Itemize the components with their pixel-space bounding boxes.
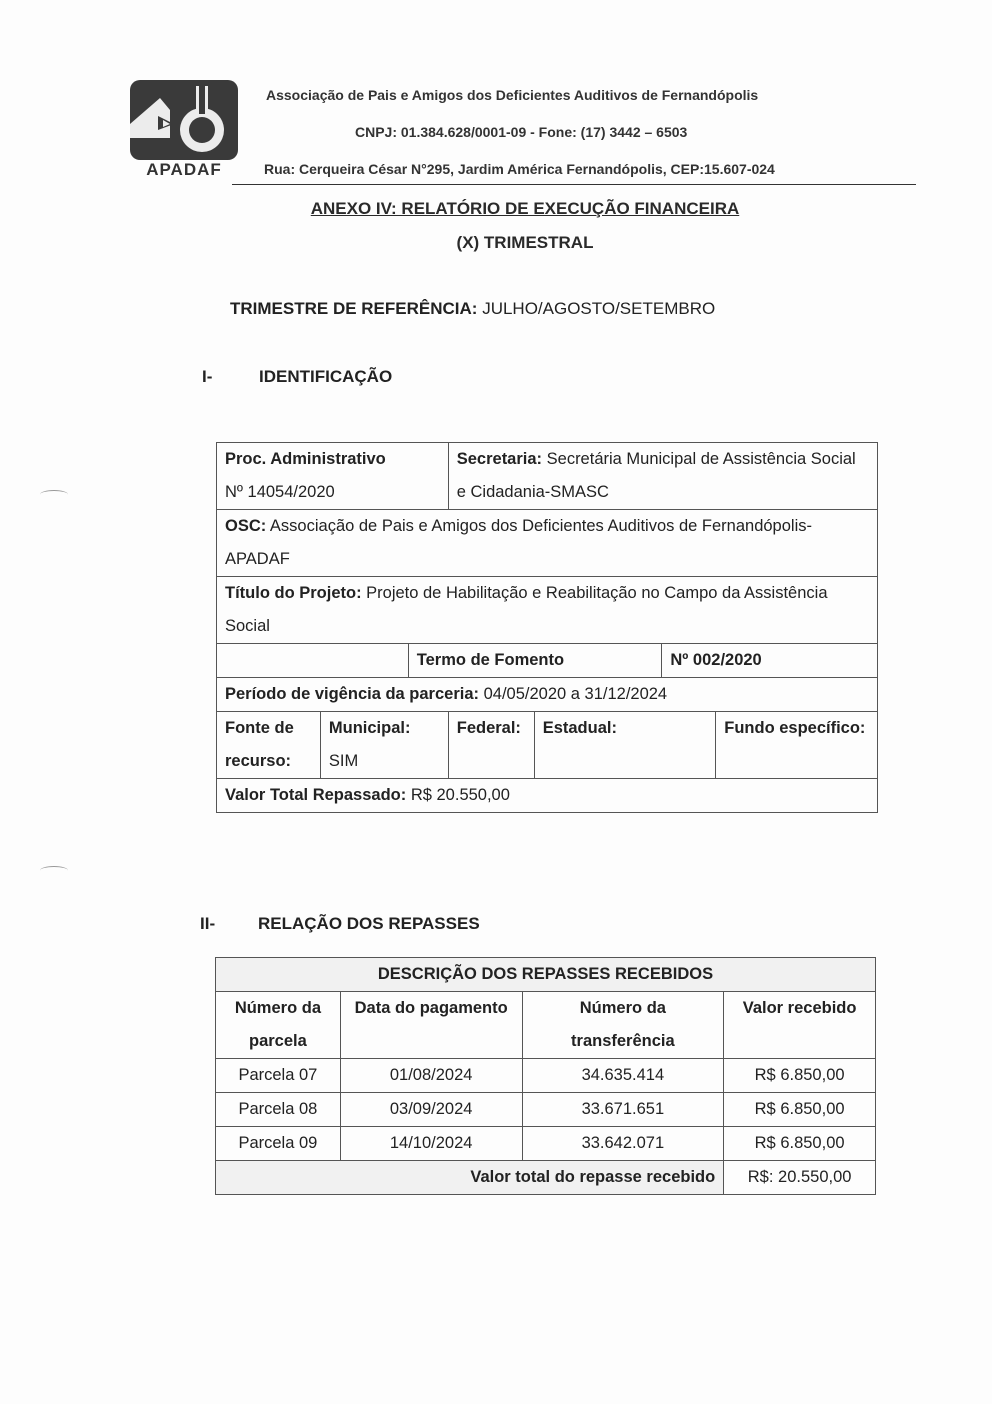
payment-date-cell: 03/09/2024 xyxy=(340,1093,522,1127)
total-value: R$: 20.550,00 xyxy=(724,1161,876,1195)
vigencia-value: 04/05/2020 a 31/12/2024 xyxy=(479,685,668,703)
annex-title: ANEXO IV: RELATÓRIO DE EXECUÇÃO FINANCEIRA xyxy=(310,199,740,218)
estadual-label: Estadual: xyxy=(534,712,716,779)
total-row xyxy=(216,1161,876,1195)
column-header: Valor recebido xyxy=(724,992,876,1059)
reference-quarter xyxy=(230,299,715,319)
municipal-cell xyxy=(320,712,448,779)
table-title-row xyxy=(216,958,876,992)
municipal-value: SIM xyxy=(328,752,359,770)
table-row xyxy=(217,712,878,779)
column-header: Número da parcela xyxy=(216,992,341,1059)
transfer-number-cell: 34.635.414 xyxy=(522,1059,724,1093)
osc-cell xyxy=(217,510,878,577)
termo-value: Nº 002/2020 xyxy=(662,644,878,678)
payment-date-cell: 01/08/2024 xyxy=(340,1059,522,1093)
table-header-row xyxy=(216,992,876,1059)
fonte-label: Fonte de recurso: xyxy=(217,712,321,779)
table-row xyxy=(217,577,878,644)
fundo-label: Fundo específico: xyxy=(716,712,878,779)
amount-cell: R$ 6.850,00 xyxy=(724,1127,876,1161)
reference-label: TRIMESTRE DE REFERÊNCIA: xyxy=(230,299,478,318)
total-label: Valor total do repasse recebido xyxy=(216,1161,724,1195)
proc-value: Nº 14054/2020 xyxy=(225,483,335,501)
installment-cell: Parcela 08 xyxy=(216,1093,341,1127)
logo-text: APADAF xyxy=(146,160,222,179)
vigencia-cell xyxy=(217,678,878,712)
transfer-number-cell: 33.642.071 xyxy=(522,1127,724,1161)
section2-number: II- xyxy=(200,914,216,933)
secretaria-label: Secretaria: xyxy=(456,450,543,468)
table-row xyxy=(217,779,878,813)
amount-cell: R$ 6.850,00 xyxy=(724,1059,876,1093)
table-row xyxy=(217,443,878,510)
vigencia-label: Período de vigência da parceria: xyxy=(225,685,480,703)
project-cell xyxy=(217,577,878,644)
margin-mark xyxy=(40,490,68,499)
valor-value: R$ 20.550,00 xyxy=(406,786,510,804)
project-label: Título do Projeto: xyxy=(225,584,362,602)
table-row xyxy=(217,644,878,678)
proc-cell xyxy=(217,443,449,510)
table-row xyxy=(216,1127,876,1161)
table-row xyxy=(217,510,878,577)
valor-label: Valor Total Repassado: xyxy=(225,786,407,804)
period-type: (X) TRIMESTRAL xyxy=(456,233,594,252)
transfer-number-cell: 33.671.651 xyxy=(522,1093,724,1127)
secretaria-value: Secretária Municipal de Assistência Social e Cidadania-SMASC xyxy=(456,450,856,501)
address-line: Rua: Cerqueira César N°295, Jardim América Fernandópolis, CEP:15.607-024 xyxy=(264,161,775,177)
logo-ear-icon xyxy=(130,80,238,160)
termo-label: Termo de Fomento xyxy=(408,644,662,678)
org-name: Associação de Pais e Amigos dos Deficientes Auditivos de Fernandópolis xyxy=(266,87,759,103)
payment-date-cell: 14/10/2024 xyxy=(340,1127,522,1161)
section1-title: IDENTIFICAÇÃO xyxy=(259,367,393,386)
identification-table xyxy=(216,442,878,813)
installment-cell: Parcela 09 xyxy=(216,1127,341,1161)
margin-mark xyxy=(40,866,68,875)
installment-cell: Parcela 07 xyxy=(216,1059,341,1093)
amount-cell: R$ 6.850,00 xyxy=(724,1093,876,1127)
proc-label: Proc. Administrativo xyxy=(225,450,386,468)
empty-cell xyxy=(217,644,409,678)
secretaria-cell xyxy=(448,443,877,510)
osc-value: Associação de Pais e Amigos dos Deficientes Auditivos de Fernandópolis-APADAF xyxy=(225,517,812,568)
section2-title: RELAÇÃO DOS REPASSES xyxy=(258,914,480,933)
column-header: Data do pagamento xyxy=(340,992,522,1059)
transfers-table xyxy=(215,957,876,1195)
table-row xyxy=(216,1059,876,1093)
section1-number: I- xyxy=(202,367,213,386)
column-header: Número da transferência xyxy=(522,992,724,1059)
table-row xyxy=(217,678,878,712)
municipal-label: Municipal: xyxy=(328,719,411,737)
reference-value: JULHO/AGOSTO/SETEMBRO xyxy=(477,299,716,318)
federal-label: Federal: xyxy=(448,712,534,779)
cnpj-line: CNPJ: 01.384.628/0001-09 - Fone: (17) 3442 – 6503 xyxy=(355,124,688,140)
logo-emblem xyxy=(130,80,238,160)
header-rule xyxy=(232,184,916,185)
table-title: DESCRIÇÃO DOS REPASSES RECEBIDOS xyxy=(216,958,876,992)
valor-cell xyxy=(217,779,878,813)
osc-label: OSC: xyxy=(225,517,267,535)
apadaf-logo xyxy=(128,80,240,180)
project-value: Projeto de Habilitação e Reabilitação no Campo da Assistência Social xyxy=(225,584,828,635)
table-row xyxy=(216,1093,876,1127)
